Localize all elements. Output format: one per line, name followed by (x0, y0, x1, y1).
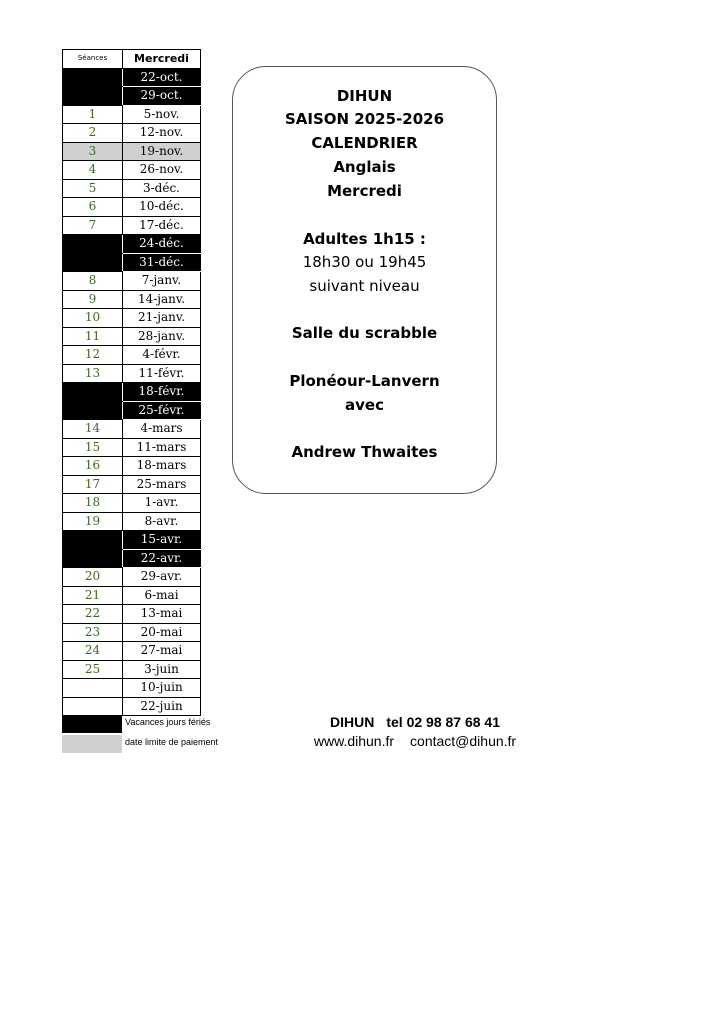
table-row (63, 605, 201, 624)
info-calendar: CALENDRIER (311, 134, 418, 152)
session-date: 15-avr. (123, 531, 201, 550)
session-date: 3-déc. (123, 179, 201, 198)
session-number: 10 (63, 309, 123, 328)
session-date: 18-mars (123, 457, 201, 476)
session-number: 7 (63, 216, 123, 235)
session-number: 24 (63, 642, 123, 661)
info-town: Plonéour-Lanvern (289, 372, 440, 390)
table-row (63, 346, 201, 365)
table-row (63, 198, 201, 217)
table-row (63, 272, 201, 291)
info-teacher: Andrew Thwaites (291, 443, 438, 461)
info-box (232, 66, 497, 494)
session-date: 21-janv. (123, 309, 201, 328)
info-level: suivant niveau (309, 277, 420, 295)
holiday-label: Vacances jours fériés (125, 717, 211, 727)
session-number: 4 (63, 161, 123, 180)
sessions-header: Séances (63, 50, 123, 69)
contact-org: DIHUN (330, 714, 375, 730)
session-date: 27-mai (123, 642, 201, 661)
table-row (63, 364, 201, 383)
table-row (63, 142, 201, 161)
session-date: 25-mars (123, 475, 201, 494)
table-row (63, 124, 201, 143)
session-number (63, 549, 123, 568)
table-row (63, 179, 201, 198)
session-date: 20-mai (123, 623, 201, 642)
table-row (63, 309, 201, 328)
session-number: 25 (63, 660, 123, 679)
session-number: 5 (63, 179, 123, 198)
session-date: 22-avr. (123, 549, 201, 568)
session-date: 25-févr. (123, 401, 201, 420)
table-row (63, 161, 201, 180)
session-date: 6-mai (123, 586, 201, 605)
session-date: 12-nov. (123, 124, 201, 143)
session-number: 23 (63, 623, 123, 642)
table-row (63, 586, 201, 605)
session-number: 14 (63, 420, 123, 439)
session-number: 12 (63, 346, 123, 365)
table-row (63, 87, 201, 106)
info-org: DIHUN (336, 87, 393, 105)
session-date: 7-janv. (123, 272, 201, 291)
contact-line-2 (300, 733, 530, 749)
session-date: 18-févr. (123, 383, 201, 402)
table-row (63, 623, 201, 642)
table-row (63, 216, 201, 235)
session-number: 15 (63, 438, 123, 457)
payment-swatch (62, 735, 122, 753)
session-number (63, 531, 123, 550)
session-number (63, 87, 123, 106)
session-number: 11 (63, 327, 123, 346)
info-day: Mercredi (327, 182, 402, 200)
session-date: 11-mars (123, 438, 201, 457)
table-header-row (63, 50, 201, 69)
session-date: 22-juin (123, 697, 201, 716)
session-date: 19-nov. (123, 142, 201, 161)
session-number (63, 679, 123, 698)
session-number: 8 (63, 272, 123, 291)
info-language: Anglais (333, 158, 396, 176)
session-date: 29-oct. (123, 87, 201, 106)
session-date: 11-févr. (123, 364, 201, 383)
session-number: 22 (63, 605, 123, 624)
calendar-table (62, 49, 201, 716)
table-row (63, 531, 201, 550)
session-number (63, 383, 123, 402)
session-number: 1 (63, 105, 123, 124)
table-row (63, 290, 201, 309)
table-row (63, 401, 201, 420)
session-number: 9 (63, 290, 123, 309)
session-date: 26-nov. (123, 161, 201, 180)
session-date: 24-déc. (123, 235, 201, 254)
contact-phone: tel 02 98 87 68 41 (386, 714, 500, 730)
table-row (63, 68, 201, 87)
table-row (63, 568, 201, 587)
table-row (63, 235, 201, 254)
contact-line-1 (300, 714, 530, 730)
session-number: 21 (63, 586, 123, 605)
session-date: 3-juin (123, 660, 201, 679)
session-date: 17-déc. (123, 216, 201, 235)
table-row (63, 697, 201, 716)
table-row (63, 420, 201, 439)
table-row (63, 660, 201, 679)
session-number: 19 (63, 512, 123, 531)
info-season: SAISON 2025-2026 (284, 110, 445, 128)
day-header: Mercredi (123, 50, 201, 69)
session-date: 10-juin (123, 679, 201, 698)
session-date: 29-avr. (123, 568, 201, 587)
table-row (63, 679, 201, 698)
contact-block (300, 714, 530, 749)
session-number: 16 (63, 457, 123, 476)
info-with: avec (345, 396, 384, 414)
table-row (63, 642, 201, 661)
table-row (63, 383, 201, 402)
session-number: 3 (63, 142, 123, 161)
session-date: 10-déc. (123, 198, 201, 217)
contact-website[interactable]: www.dihun.fr (313, 733, 395, 749)
session-number (63, 235, 123, 254)
table-row (63, 494, 201, 513)
session-number: 6 (63, 198, 123, 217)
contact-email[interactable]: contact@dihun.fr (410, 733, 517, 749)
table-row (63, 438, 201, 457)
session-number (63, 253, 123, 272)
session-number (63, 697, 123, 716)
session-number (63, 401, 123, 420)
info-adults: Adultes 1h15 : (303, 230, 426, 248)
session-date: 14-janv. (123, 290, 201, 309)
session-date: 28-janv. (123, 327, 201, 346)
session-number: 13 (63, 364, 123, 383)
session-number: 2 (63, 124, 123, 143)
session-number: 20 (63, 568, 123, 587)
session-date: 4-mars (123, 420, 201, 439)
session-number (63, 68, 123, 87)
session-date: 5-nov. (123, 105, 201, 124)
table-row (63, 549, 201, 568)
session-date: 1-avr. (123, 494, 201, 513)
table-row (63, 327, 201, 346)
table-row (63, 253, 201, 272)
table-row (63, 105, 201, 124)
session-date: 4-févr. (123, 346, 201, 365)
payment-label: date limite de paiement (125, 737, 219, 747)
table-row (63, 457, 201, 476)
session-date: 31-déc. (123, 253, 201, 272)
calendar-body (63, 68, 201, 716)
info-times: 18h30 ou 19h45 (302, 253, 427, 271)
session-date: 22-oct. (123, 68, 201, 87)
table-row (63, 512, 201, 531)
session-date: 8-avr. (123, 512, 201, 531)
info-room: Salle du scrabble (291, 324, 438, 342)
session-number: 18 (63, 494, 123, 513)
session-date: 13-mai (123, 605, 201, 624)
table-row (63, 475, 201, 494)
session-number: 17 (63, 475, 123, 494)
holiday-swatch (62, 715, 122, 733)
